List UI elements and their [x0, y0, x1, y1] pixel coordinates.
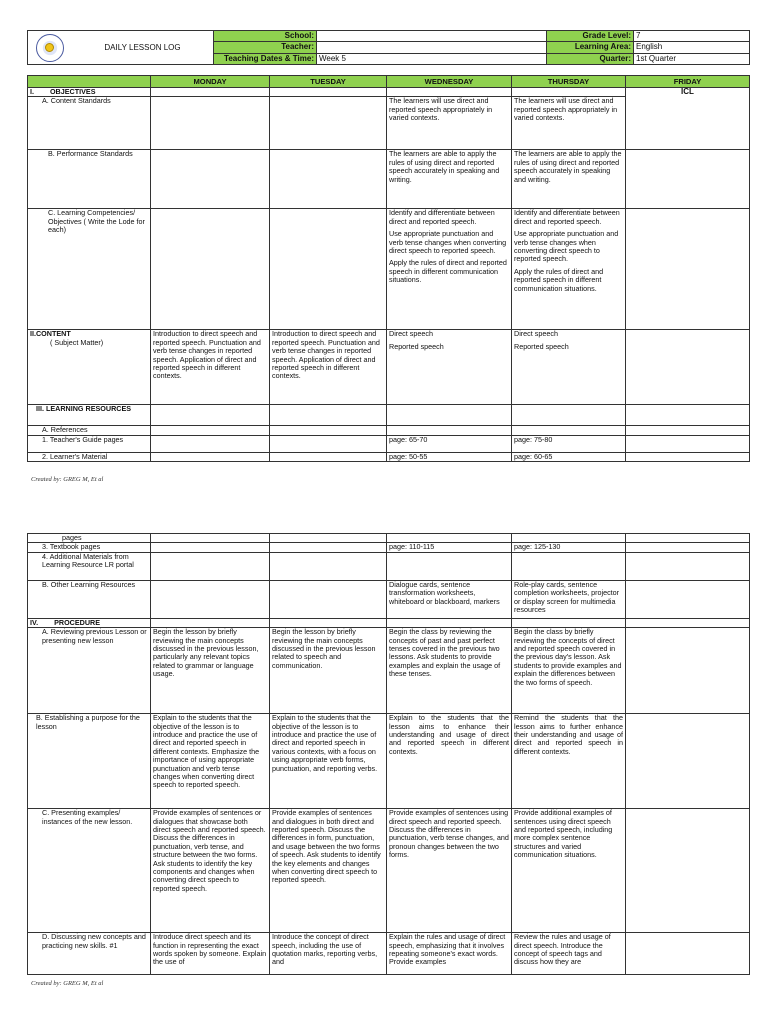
competency-item: Apply the rules of direct and reported speech in different communication situations.	[389, 258, 507, 285]
textbook-label: 3. Textbook pages	[28, 543, 151, 552]
lm-label: 2. Learner's Material	[28, 452, 151, 461]
discuss-mon[interactable]: Introduce direct speech and its function in representing the exact words spoken by someone. Explain the use of	[151, 933, 270, 975]
page2-table	[27, 533, 749, 975]
references-label: A. References	[28, 426, 151, 435]
competencies-wed[interactable]	[387, 209, 512, 330]
teacher-value[interactable]	[317, 42, 547, 53]
other-thu[interactable]: Role-play cards, sentence completion worksheets, projector or display screen for multimedia resources	[512, 580, 626, 618]
cell[interactable]	[270, 435, 387, 452]
day-thursday: THURSDAY	[512, 76, 626, 88]
purpose-tue[interactable]: Explain to the students that the objective of the lesson is to introduce and practice the use of direct and reported speech in various contexts, with a focus on using appropriate verb forms, punctuation, and reporting verbs.	[270, 714, 387, 809]
cell[interactable]	[270, 452, 387, 461]
content-item: Direct speech	[514, 329, 558, 339]
performance-wed[interactable]: The learners are able to apply the rules of using direct and reported speech accurately in speaking and writing.	[387, 150, 512, 209]
lm-cont-label: pages	[28, 534, 151, 543]
doc-title: DAILY LESSON LOG	[104, 42, 181, 52]
content-label-cell	[28, 330, 151, 405]
cell[interactable]	[626, 330, 750, 405]
content-sub: ( Subject Matter)	[50, 337, 104, 347]
cell[interactable]	[151, 97, 270, 150]
cell[interactable]	[270, 543, 387, 552]
content-item: Direct speech	[389, 329, 433, 339]
content-wed[interactable]	[387, 330, 512, 405]
discuss-label: D. Discussing new concepts and practicing new skills. #1	[28, 933, 151, 975]
cell[interactable]	[626, 809, 750, 933]
examples-label: C. Presenting examples/ instances of the new lesson.	[28, 809, 151, 933]
review-wed[interactable]: Begin the class by reviewing the concepts of past and past perfect tenses covered in the previous two lessons. Ask students to provide examples and explain the usage of these tenses.	[387, 628, 512, 714]
friday-note: ICL	[626, 88, 750, 150]
review-tue[interactable]: Begin the lesson by briefly reviewing the main concepts discussed in the previous lesson related to speech and communication.	[270, 628, 387, 714]
area-value[interactable]: English	[634, 42, 750, 53]
cell[interactable]	[270, 209, 387, 330]
other-wed[interactable]: Dialogue cards, sentence transformation worksheets, whiteboard or blackboard, markers	[387, 580, 512, 618]
day-wednesday: WEDNESDAY	[387, 76, 512, 88]
cell[interactable]	[151, 580, 270, 618]
cell[interactable]	[151, 435, 270, 452]
competency-item: Use appropriate punctuation and verb tense changes when converting direct speech to reported speech.	[514, 229, 619, 264]
content-item: Reported speech	[514, 341, 569, 351]
review-label: A. Reviewing previous Lesson or presenting new lesson	[28, 628, 151, 714]
cell[interactable]	[270, 97, 387, 150]
footer-credit: Created by: GREG M, Et al	[31, 980, 104, 987]
lm-thu[interactable]: page: 60-65	[512, 452, 626, 461]
examples-thu[interactable]: Provide additional examples of sentences using direct speech and reported speech, including more complex sentence structures and varied communication situations.	[512, 809, 626, 933]
competency-item: Identify and differentiate between direct and reported speech.	[514, 208, 620, 226]
content-thu[interactable]	[512, 330, 626, 405]
corner-cell	[28, 76, 151, 88]
school-label: School:	[214, 31, 317, 42]
cell[interactable]	[626, 435, 750, 452]
competency-item: Identify and differentiate between direct and reported speech.	[389, 208, 495, 226]
procedure-heading: IV. PROCEDURE	[28, 618, 151, 627]
day-monday: MONDAY	[151, 76, 270, 88]
cell[interactable]	[626, 543, 750, 552]
cell[interactable]	[626, 150, 750, 209]
objectives-heading: I. OBJECTIVES	[28, 88, 151, 97]
cell[interactable]	[270, 580, 387, 618]
cell[interactable]	[626, 209, 750, 330]
grade-label: Grade Level:	[547, 31, 634, 42]
school-value[interactable]	[317, 31, 547, 42]
competencies-thu[interactable]	[512, 209, 626, 330]
purpose-mon[interactable]: Explain to the students that the objective of the lesson is to introduce and practice the use of direct and reported speech in different contexts. Emphasize the importance of using appropriate punctuation and verb tense changes when converting direct speech to reported speech.	[151, 714, 270, 809]
tg-label: 1. Teacher's Guide pages	[28, 435, 151, 452]
cell[interactable]	[626, 628, 750, 714]
cell[interactable]	[512, 552, 626, 580]
cell[interactable]	[626, 933, 750, 975]
cell[interactable]	[151, 552, 270, 580]
textbook-wed[interactable]: page: 110-115	[387, 543, 512, 552]
cell[interactable]	[387, 552, 512, 580]
performance-thu[interactable]: The learners are able to apply the rules of using direct and reported speech accurately in speaking and writing.	[512, 150, 626, 209]
cell[interactable]	[626, 580, 750, 618]
review-mon[interactable]: Begin the lesson by briefly reviewing the main concepts discussed in the previous lesson, particularly any relevant topics related to grammar or language usage.	[151, 628, 270, 714]
quarter-value[interactable]: 1st Quarter	[634, 53, 750, 64]
tg-wed[interactable]: page: 65-70	[387, 435, 512, 452]
cell[interactable]	[151, 452, 270, 461]
day-friday: FRIDAY	[626, 76, 750, 88]
quarter-label: Quarter:	[547, 53, 634, 64]
teacher-label: Teacher:	[214, 42, 317, 53]
competency-item: Apply the rules of direct and reported speech in different communication situations.	[514, 266, 604, 293]
cell[interactable]	[270, 552, 387, 580]
header-logo-cell	[28, 31, 214, 65]
review-thu[interactable]: Begin the class by briefly reviewing the concepts of direct and reported speech covered in the previous day's lesson. Ask students to provide examples and explain the differences between the two forms of speech.	[512, 628, 626, 714]
purpose-wed[interactable]: Explain to the students that the lesson aims to enhance their understanding and usage of direct and reported speech in different contexts.	[387, 714, 512, 809]
competency-item: Use appropriate punctuation and verb tense changes when converting direct speech to reported speech.	[389, 229, 507, 256]
cell[interactable]	[626, 714, 750, 809]
content-standards-wed[interactable]: The learners will use direct and reported speech appropriately in varied contexts.	[387, 97, 512, 150]
other-label: B. Other Learning Resources	[28, 580, 151, 618]
textbook-thu[interactable]: page: 125-130	[512, 543, 626, 552]
cell[interactable]	[270, 150, 387, 209]
content-standards-thu[interactable]: The learners will use direct and reported speech appropriately in varied contexts.	[512, 97, 626, 150]
area-label: Learning Area:	[547, 42, 634, 53]
lesson-log-header	[27, 30, 749, 65]
cell[interactable]	[151, 543, 270, 552]
cell[interactable]	[626, 552, 750, 580]
discuss-wed[interactable]: Explain the rules and usage of direct speech, emphasizing that it involves repeating someone's exact words. Provide examples	[387, 933, 512, 975]
purpose-label: B. Establishing a purpose for the lesson	[28, 714, 151, 809]
discuss-thu[interactable]: Review the rules and usage of direct speech. Introduce the concept of speech tags and discuss how they are	[512, 933, 626, 975]
deped-seal-icon	[36, 34, 64, 62]
content-mon[interactable]: Introduction to direct speech and reported speech. Punctuation and verb tense changes in reported speech. Application of direct and reported speech in different contexts.	[151, 330, 270, 405]
cell[interactable]	[151, 209, 270, 330]
page1-table	[27, 75, 749, 462]
cell[interactable]	[626, 452, 750, 461]
day-tuesday: TUESDAY	[270, 76, 387, 88]
examples-tue[interactable]: Provide examples of sentences and dialogues in both direct and reported speech. Discuss the differences in form, punctuation, and usage between the two forms of speech. Ask students to identify the key elements and changes when converting direct speech to reported speech.	[270, 809, 387, 933]
additional-label: 4. Additional Materials from Learning Resource LR portal	[28, 552, 151, 580]
discuss-tue[interactable]: Introduce the concept of direct speech, including the use of quotation marks, reporting verbs, and	[270, 933, 387, 975]
dates-value[interactable]: Week 5	[317, 53, 547, 64]
dates-label: Teaching Dates & Time:	[214, 53, 317, 64]
content-standards-label: A. Content Standards	[28, 97, 151, 150]
content-tue[interactable]: Introduction to direct speech and reported speech. Punctuation and verb tense changes in reported speech. Application of direct and reported speech in different contexts.	[270, 330, 387, 405]
purpose-thu[interactable]: Remind the students that the lesson aims to further enhance their understanding and usage of direct and reported speech in different contexts.	[512, 714, 626, 809]
competencies-label: C. Learning Competencies/ Objectives ( Write the Lode for each)	[28, 209, 151, 330]
cell[interactable]	[151, 150, 270, 209]
performance-label: B. Performance Standards	[28, 150, 151, 209]
tg-thu[interactable]: page: 75-80	[512, 435, 626, 452]
examples-wed[interactable]: Provide examples of sentences using direct speech and reported speech. Discuss the differences in punctuation, verb tense changes, and pronoun changes between the two forms.	[387, 809, 512, 933]
footer-credit: Created by: GREG M, Et al	[31, 476, 104, 483]
content-item: Reported speech	[389, 341, 444, 351]
lm-wed[interactable]: page: 50-55	[387, 452, 512, 461]
examples-mon[interactable]: Provide examples of sentences or dialogues that showcase both direct speech and reported speech. Discuss the differences in punctuation, verb tense, and structure between the two forms. Ask students to identify the key components and changes when converting direct speech to reported speech.	[151, 809, 270, 933]
content-heading: II.CONTENT	[30, 329, 71, 339]
grade-value[interactable]: 7	[634, 31, 750, 42]
resources-heading: III. LEARNING RESOURCES	[28, 405, 151, 426]
